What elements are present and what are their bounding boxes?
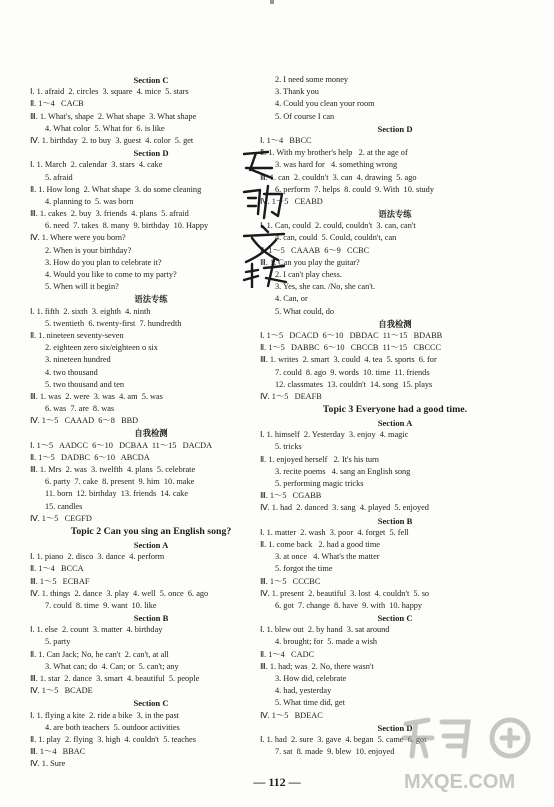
answer-line: 4. had, yesterday	[275, 686, 332, 696]
answer-line: 4. two thousand	[45, 367, 98, 377]
answer-line: 3. What can; do 4. Can; or 5. can't; any	[45, 661, 179, 671]
answer-line: 7. could 8. ago 9. words 10. time 11. friends	[275, 367, 430, 377]
section-heading: Section D	[133, 148, 169, 159]
answer-line: 6. party 7. cake 8. present 9. him 10. make	[45, 477, 195, 487]
svg-text:MXQE.COM: MXQE.COM	[404, 771, 516, 793]
answer-line: Ⅰ. 1. afraid 2. circles 3. square 4. mice 5. stars	[30, 87, 189, 97]
answer-line: Ⅰ. 1～5 DCACD 6～10 DBDAC 11～15 BDABB	[260, 330, 443, 340]
answer-line: 2. I need some money	[275, 75, 349, 84]
answer-line: 5. When will it begin?	[45, 282, 119, 292]
answer-line: 5. Of course I can	[275, 111, 335, 121]
answer-line: 7. could 8. time 9. want 10. like	[45, 600, 157, 610]
page-mark	[270, 0, 274, 4]
answer-line: 5. afraid	[45, 172, 73, 182]
answer-line: 4. Could you clean your room	[275, 99, 375, 109]
answer-line: 6. need 7. takes 8. many 9. birthday 10. Happy	[45, 221, 209, 231]
answer-line: 3. Thank you	[275, 87, 319, 97]
answer-line: 3. How do you plan to celebrate it?	[45, 257, 162, 267]
answer-line: Ⅰ. 1. else 2. count 3. matter 4. birthday	[30, 625, 163, 635]
answer-line: Ⅱ. 1～5 DABBC 6～10 CBCCB 11～15 CBCCC	[260, 343, 442, 353]
answer-line: Ⅳ. 1. Sure	[30, 759, 66, 769]
section-heading: 语法专练	[134, 294, 168, 305]
answer-line: Ⅱ. 1. How long 2. What shape 3. do some cleaning	[30, 184, 202, 194]
answer-line: 2. eighteen zero six/eighteen o six	[45, 343, 158, 353]
answer-line: Ⅳ. 1～5 BDEAC	[260, 710, 323, 720]
answer-line: Ⅰ. 1. fifth 2. sixth 3. eighth 4. ninth	[30, 306, 151, 316]
answer-line: 5. party	[45, 637, 71, 647]
answer-line: Ⅲ. 1. cakes 2. buy 3. friends 4. plans 5. afraid	[30, 209, 189, 219]
section-heading: Section C	[133, 698, 169, 709]
answer-line: Ⅰ. 1. Can, could 2. could, couldn't 3. can, can't	[260, 221, 416, 231]
section-heading: Section B	[133, 613, 169, 624]
answer-line: 3. was hard for 4. something wrong	[275, 160, 398, 170]
section-heading: Section A	[377, 418, 413, 429]
answer-line: Ⅱ. 1～5 CAAAB 6～9 CCBC	[260, 245, 370, 255]
answer-line: Ⅳ. 1～5 DEAFB	[260, 391, 322, 401]
answer-line: Ⅲ. 1. star 2. dance 3. smart 4. beautiful 5. people	[30, 674, 200, 683]
answer-line: Ⅰ. 1. blew out 2. by hand 3. sat around	[260, 625, 390, 635]
answer-line: Ⅳ. 1～5 CAAAD 6～8 BBD	[30, 416, 139, 426]
answer-line: 5. performing magic tricks	[275, 479, 364, 488]
answer-line: Ⅲ. 1～4 BBAC	[30, 747, 86, 757]
answer-line: 5. tricks	[275, 442, 302, 452]
answer-line: Ⅳ. 1. Where were you born?	[30, 233, 126, 243]
answer-line: Ⅳ. 1～5 CEABD	[260, 196, 323, 206]
answer-line: 4. are both teachers 5. outdoor activities	[45, 722, 180, 732]
answer-line: 6. got 7. change 8. have 9. with 10. happy	[275, 600, 423, 610]
answer-line: Ⅱ. 1. nineteen seventy-seven	[30, 330, 124, 340]
answer-line: 3. at once 4. What's the matter	[275, 552, 380, 562]
answer-line: Ⅰ. 1～4 BBCC	[260, 135, 312, 145]
section-heading: 语法专练	[378, 209, 412, 220]
answer-line: Ⅲ. 1. What's, shape 2. What shape 3. What shape	[30, 111, 197, 121]
section-heading: Section D	[377, 722, 413, 733]
answer-line: Ⅰ. 1. had 2. sure 3. gave 4. began 5. came 6. got	[260, 734, 427, 744]
answer-line: 2. I can't play chess.	[275, 270, 342, 279]
answer-line: Ⅱ. 1. enjoyed herself 2. It's his turn	[260, 454, 379, 464]
section-heading: 自我检测	[134, 428, 168, 439]
answer-line: Ⅳ. 1～5 BCADE	[30, 686, 93, 696]
answer-line: Ⅳ. 1. things 2. dance 3. play 4. well 5. once 6. ago	[30, 588, 209, 598]
answer-line: Ⅱ. 1. Can Jack; No, he can't 2. can't, at all	[30, 649, 169, 659]
right-column	[260, 74, 530, 758]
answer-line: Ⅰ. 1～5 AADCC 6～10 DCBAA 11～15 DACDA	[30, 440, 213, 450]
answer-line: 3. recite poems 4. sang an English song	[275, 466, 411, 476]
section-heading: Section D	[377, 123, 413, 134]
answer-line: Ⅲ. 1. was 2. were 3. was 4. am 5. was	[30, 391, 163, 401]
answer-line: 11. born 12. birthday 13. friends 14. cake	[45, 489, 189, 499]
left-column	[30, 74, 272, 771]
answer-line: 4. planning to 5. was born	[45, 196, 134, 206]
answer-line: Ⅲ. 1～5 CGABB	[260, 491, 322, 501]
answer-line: Ⅳ. 1. had 2. danced 3. sang 4. played 5. enjoyed	[260, 503, 429, 513]
answer-line: 6. was 7. are 8. was	[45, 404, 115, 414]
answer-line: Ⅲ. 1～5 CCCBC	[260, 576, 321, 586]
page-number: — 112 —	[253, 775, 301, 789]
answer-line: Ⅱ. 1～4 BCCA	[30, 564, 84, 574]
answer-line: 12. classmates 13. couldn't 14. song 15. plays	[275, 379, 433, 389]
section-heading: Section C	[133, 75, 169, 85]
answer-line: Ⅰ. 1. himself 2. Yesterday 3. enjoy 4. magic	[260, 430, 409, 440]
answer-line: Ⅲ. 1～5 ECBAF	[30, 576, 90, 586]
answer-line: 5. forgot the time	[275, 564, 333, 574]
section-heading: Section A	[133, 539, 169, 550]
answer-line: Ⅲ. 1. Mrs 2. was 3. twelfth 4. plans 5. celebrate	[30, 465, 196, 474]
topic-heading: Topic 3 Everyone had a good time.	[322, 404, 468, 416]
answer-line: 4. What color 5. What for 6. is like	[45, 123, 165, 133]
answer-line: 5. twentieth 6. twenty-first 7. hundredth	[45, 318, 182, 328]
answer-line: Ⅳ. 1～5 CEGFD	[30, 513, 92, 523]
answer-line: 4. Can, or	[275, 294, 308, 304]
answer-line: Ⅱ. 1. come back 2. had a good time	[260, 539, 380, 549]
answer-line: Ⅱ. 1～4 CADC	[260, 649, 315, 659]
answer-line: Ⅱ. 1～5 DADBC 6～10 ABCDA	[30, 452, 150, 462]
answer-line: 15. candles	[45, 501, 83, 511]
answer-line: Ⅰ. 1. flying a kite 2. ride a bike 3. in the past	[30, 710, 179, 720]
section-heading: Section B	[377, 515, 413, 526]
topic-heading: Topic 2 Can you sing an English song?	[70, 525, 232, 537]
answer-line: 5. What time did, get	[275, 698, 345, 708]
handwriting-stamp-icon	[238, 148, 294, 288]
answer-line: Ⅲ. 1. can 2. couldn't 3. can 4. drawing 5. ago	[260, 172, 417, 182]
answer-line: Ⅰ. 1. matter 2. wash 3. poor 4. forget 5. fell	[260, 527, 409, 537]
answer-line: Ⅳ. 1. birthday 2. to buy 3. guest 4. color 5. get	[30, 135, 194, 145]
answer-line: Ⅰ. 1. piano 2. disco 3. dance 4. perform	[30, 552, 165, 562]
answer-line: Ⅲ. 1. had; was 2. No, there wasn't	[260, 661, 374, 671]
answer-line: Ⅲ. 1. Can you play the guitar?	[260, 257, 360, 267]
answer-line: Ⅰ. 1. March 2. calendar 3. stars 4. cake	[30, 160, 163, 170]
answer-line: Ⅱ. 1～4 CACB	[30, 99, 84, 109]
answer-line: Ⅲ. 1. writes 2. smart 3. could 4. tea 5. sports 6. for	[260, 355, 437, 365]
section-heading: Section C	[377, 613, 413, 624]
answer-line: 2. When is your birthday?	[45, 245, 132, 255]
answer-line: Ⅳ. 1. present 2. beautiful 3. lost 4. couldn't 5. so	[260, 588, 430, 598]
answer-line: 5. two thousand and ten	[45, 379, 125, 389]
answer-line: 5. What could, do	[275, 306, 335, 316]
answer-line: 7. sat 8. made 9. blew 10. enjoyed	[275, 747, 395, 757]
answer-line: Ⅱ. 1. play 2. flying 3. high 4. couldn't 5. teaches	[30, 734, 196, 744]
answer-line: 4. can, could 5. Could, couldn't, can	[275, 233, 397, 243]
answer-line: 4. brought; for 5. made a wish	[275, 637, 378, 647]
answer-line: Ⅱ. 1. With my brother's help 2. at the age of	[260, 148, 408, 158]
answer-line: 3. Yes, she can. /No, she can't.	[275, 282, 376, 292]
answer-line: 6. perform 7. helps 8. could 9. With 10. study	[275, 184, 434, 194]
answer-line: 3. How did, celebrate	[275, 674, 347, 683]
answer-line: 4. Would you like to come to my party?	[45, 270, 177, 279]
section-heading: 自我检测	[378, 318, 412, 329]
answer-line: 3. nineteen hundred	[45, 355, 111, 365]
